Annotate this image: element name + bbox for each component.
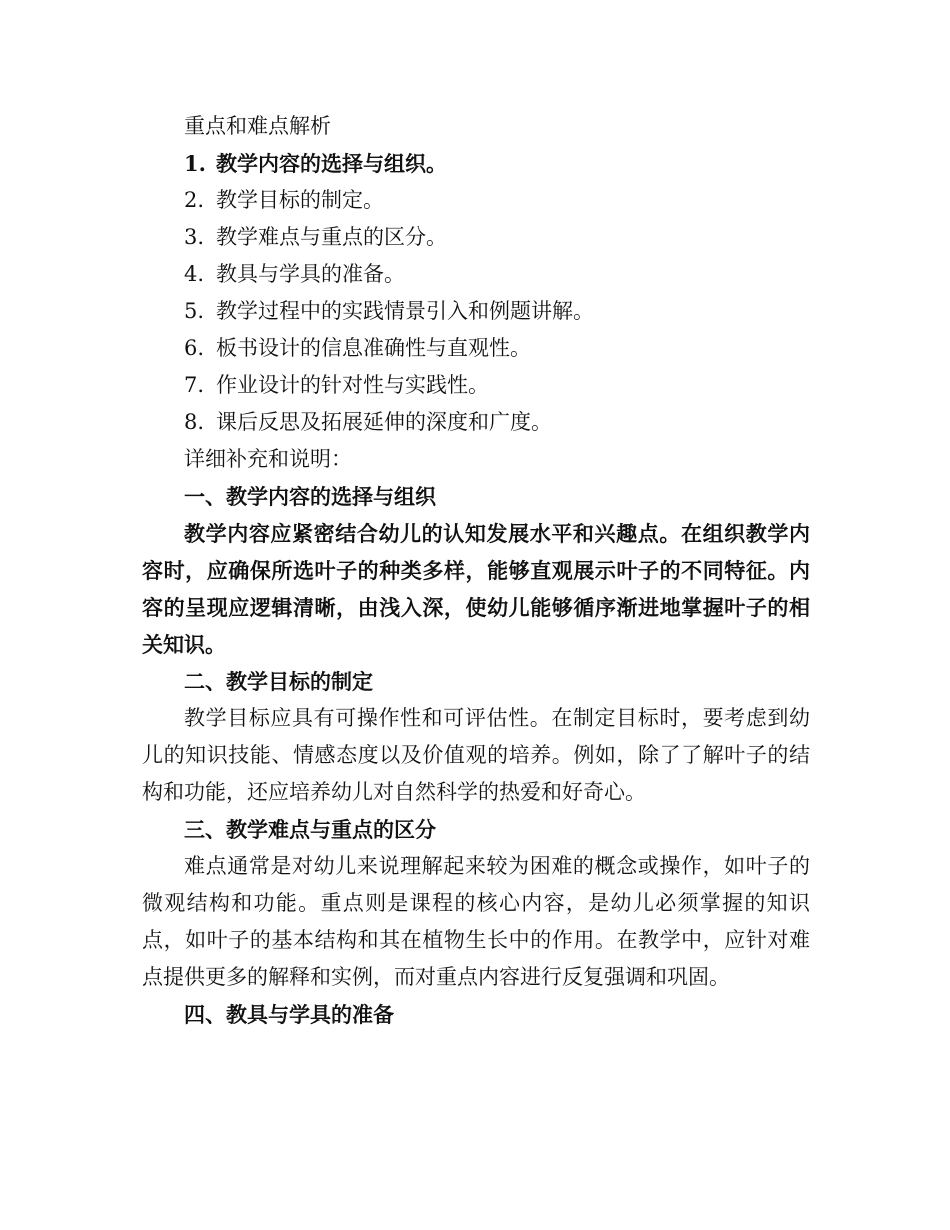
key-point-number: 2. [184,188,205,212]
section-heading: 一、教学内容的选择与组织 [184,484,436,509]
key-point-number: 4. [184,262,205,286]
document-content [142,108,810,1033]
key-point-text: 板书设计的信息准确性与直观性。 [216,336,531,360]
section-body: 教学内容应紧密结合幼儿的认知发展水平和兴趣点。在组织教学内容时，应确保所选叶子的种类多样，能够直观展示叶子的不同特征。内容的呈现应逻辑清晰，由浅入深，使幼儿能够循序渐进地掌握叶子的相关知识。 [142,521,810,657]
section-body: 难点通常是对幼儿来说理解起来较为困难的概念或操作，如叶子的微观结构和功能。重点则是课程的核心内容，是幼儿必须掌握的知识点，如叶子的基本结构和其在植物生长中的作用。在教学中，应针对难点提供更多的解释和实例，而对重点内容进行反复强调和巩固。 [142,854,810,989]
key-point-item [142,145,810,182]
key-point-item [142,293,810,330]
key-point-text: 课后反思及拓展延伸的深度和广度。 [216,410,552,434]
key-point-item [142,182,810,219]
key-point-item [142,330,810,367]
key-point-number: 1. [184,151,206,176]
key-point-item [142,367,810,404]
key-point-text: 作业设计的针对性与实践性。 [216,373,489,397]
page-title: 重点和难点解析 [184,114,331,138]
key-point-item [142,256,810,293]
supplement-heading: 详细补充和说明： [184,447,352,471]
section-body: 教学目标应具有可操作性和可评估性。在制定目标时，要考虑到幼儿的知识技能、情感态度以及价值观的培养。例如，除了了解叶子的结构和功能，还应培养幼儿对自然科学的热爱和好奇心。 [142,706,810,804]
key-point-number: 5. [184,299,205,323]
key-point-text: 教学内容的选择与组织。 [216,151,447,176]
key-point-item [142,404,810,441]
key-point-number: 6. [184,336,205,360]
key-point-text: 教学难点与重点的区分。 [216,225,447,249]
key-point-number: 7. [184,373,205,397]
key-point-item [142,219,810,256]
section-heading: 四、教具与学具的准备 [184,1002,394,1027]
section-heading: 三、教学难点与重点的区分 [184,817,436,842]
key-point-number: 3. [184,225,205,249]
key-point-number: 8. [184,410,205,434]
key-point-text: 教具与学具的准备。 [216,262,405,286]
section-heading: 二、教学目标的制定 [184,669,373,694]
key-point-text: 教学目标的制定。 [216,188,384,212]
key-point-text: 教学过程中的实践情景引入和例题讲解。 [216,299,594,323]
